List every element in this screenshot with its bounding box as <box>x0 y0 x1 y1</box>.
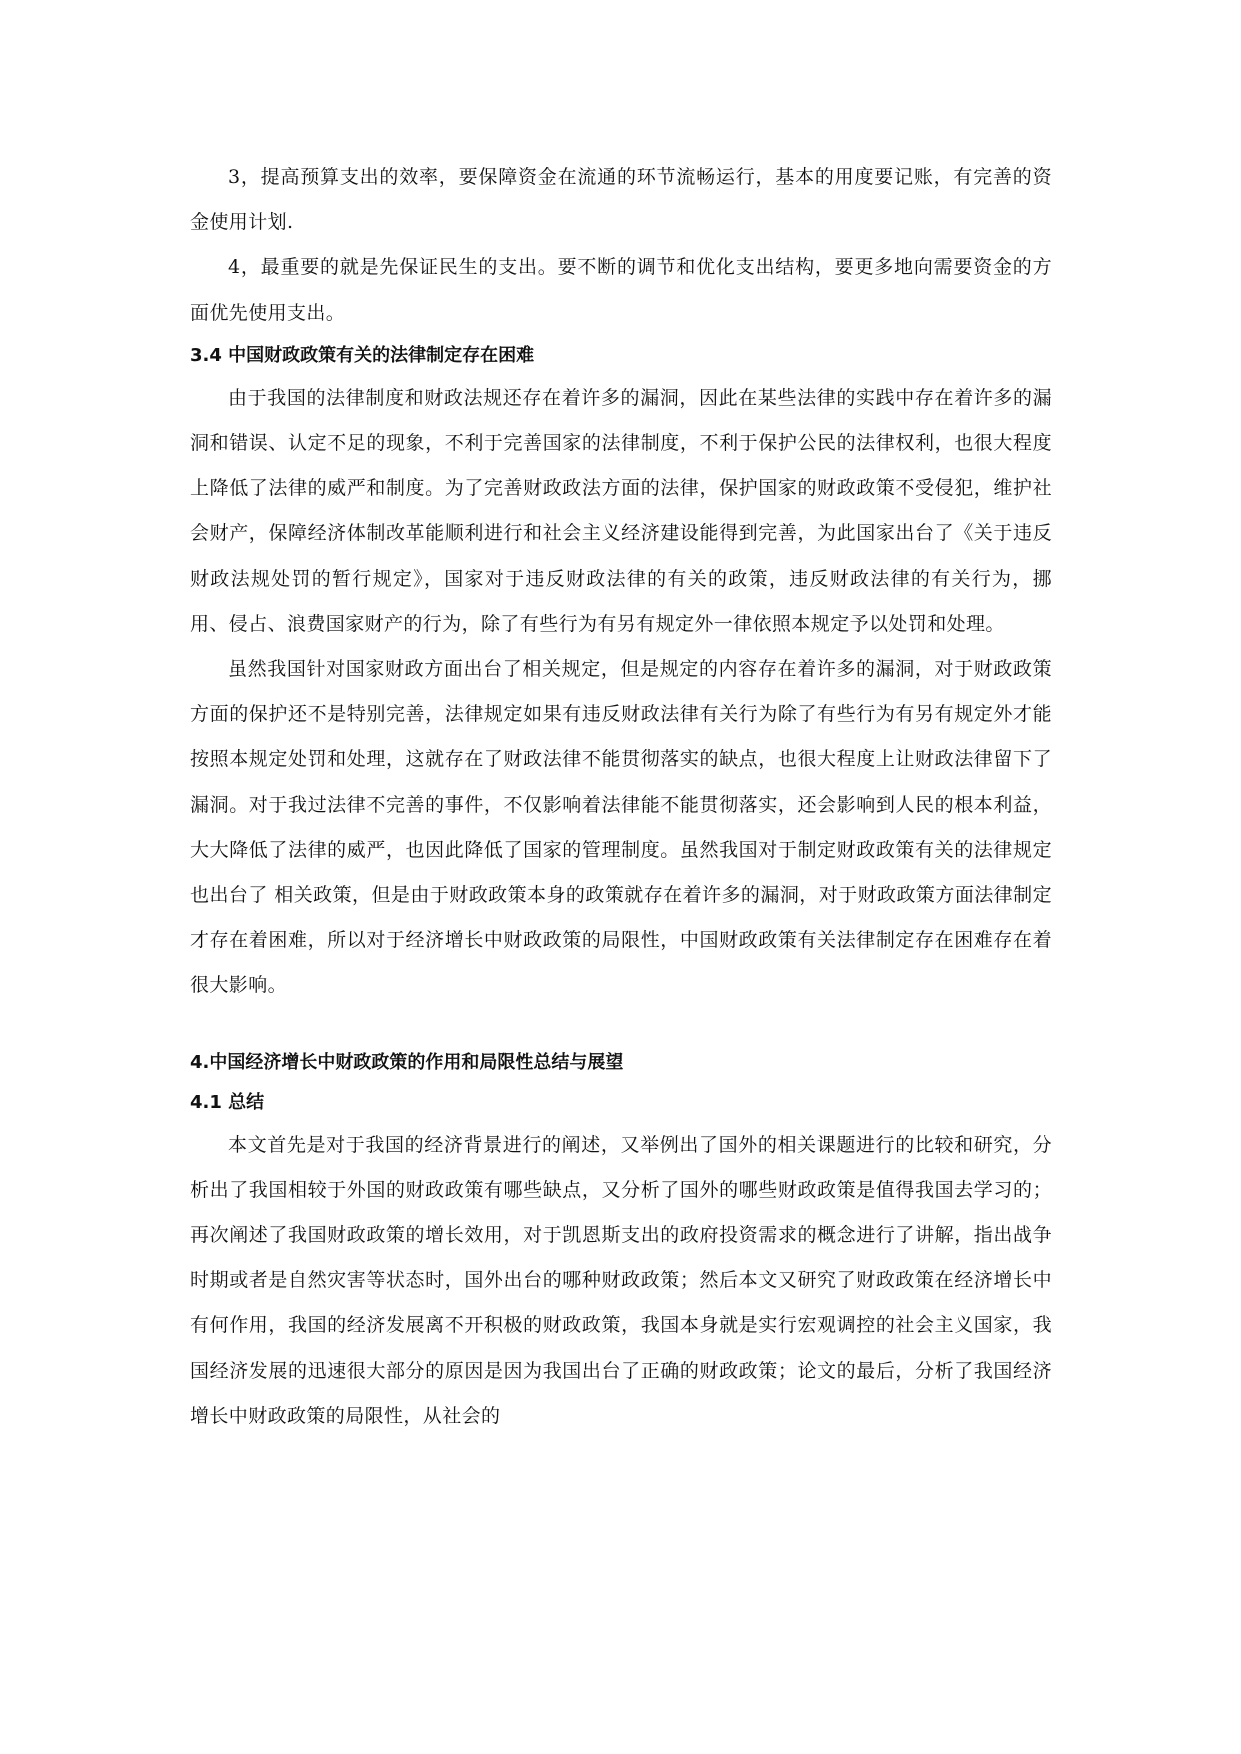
section-gap <box>190 1009 1052 1043</box>
section-heading-3-4: 3.4 中国财政政策有关的法律制定存在困难 <box>190 344 535 366</box>
section-heading-4-1: 4.1 总结 <box>190 1091 265 1113</box>
paragraph-livelihood-spending: 4，最重要的就是先保证民生的支出。要不断的调节和优化支出结构，要更多地向需要资金的方面优先使用支出。 <box>190 256 1052 324</box>
page-content <box>190 155 1052 1439</box>
paragraph-legal-loopholes: 由于我国的法律制度和财政法规还存在着许多的漏洞，因此在某些法律的实践中存在着许多的漏洞和错误、认定不足的现象，不利于完善国家的法律制度，不利于保护公民的法律权利，也很大程度上降低了法律的威严和制度。为了完善财政政法方面的法律，保护国家的财政政策不受侵犯，维护社会财产，保障经济体制改革能顺利进行和社会主义经济建设能得到完善，为此国家出台了《关于违反财政法规处罚的暂行规定》，国家对于违反财政法律的有关的政策，违反财政法律的有关行为，挪用、侵占、浪费国家财产的行为，除了有些行为有另有规定外一律依照本规定予以处罚和处理。 <box>190 386 1052 635</box>
chapter-heading-4: 4.中国经济增长中财政政策的作用和局限性总结与展望 <box>190 1051 624 1073</box>
paragraph-budget-efficiency: 3，提高预算支出的效率，要保障资金在流通的环节流畅运行，基本的用度要记账，有完善的资金使用计划. <box>190 166 1052 234</box>
paragraph-summary: 本文首先是对于我国的经济背景进行的阐述，又举例出了国外的相关课题进行的比较和研究，分析出了我国相较于外国的财政政策有哪些缺点，又分析了国外的哪些财政政策是值得我国去学习的；再次阐述了我国财政政策的增长效用，对于凯恩斯支出的政府投资需求的概念进行了讲解，指出战争时期或者是自然灾害等状态时，国外出台的哪种财政政策；然后本文又研究了财政政策在经济增长中有何作用，我国的经济发展离不开积极的财政政策，我国本身就是实行宏观调控的社会主义国家，我国经济发展的迅速很大部分的原因是因为我国出台了正确的财政政策；论文的最后，分析了我国经济增长中财政政策的局限性，从社会的 <box>190 1133 1052 1427</box>
paragraph-regulation-gaps: 虽然我国针对国家财政方面出台了相关规定，但是规定的内容存在着许多的漏洞，对于财政政策方面的保护还不是特别完善，法律规定如果有违反财政法律有关行为除了有些行为有另有规定外才能按照本规定处罚和处理，这就存在了财政法律不能贯彻落实的缺点，也很大程度上让财政法律留下了漏洞。对于我过法律不完善的事件，不仅影响着法律能不能贯彻落实，还会影响到人民的根本利益，大大降低了法律的威严，也因此降低了国家的管理制度。虽然我国对于制定财政政策有关的法律规定也出台了 相关政策，但是由于财政政策本身的政策就存在着许多的漏洞，对于财政政策方面法律制定才存在着困难，所以对于经济增长中财政政策的局限性，中国财政政策有关法律制定存在困难存在着很大影响。 <box>190 658 1052 997</box>
